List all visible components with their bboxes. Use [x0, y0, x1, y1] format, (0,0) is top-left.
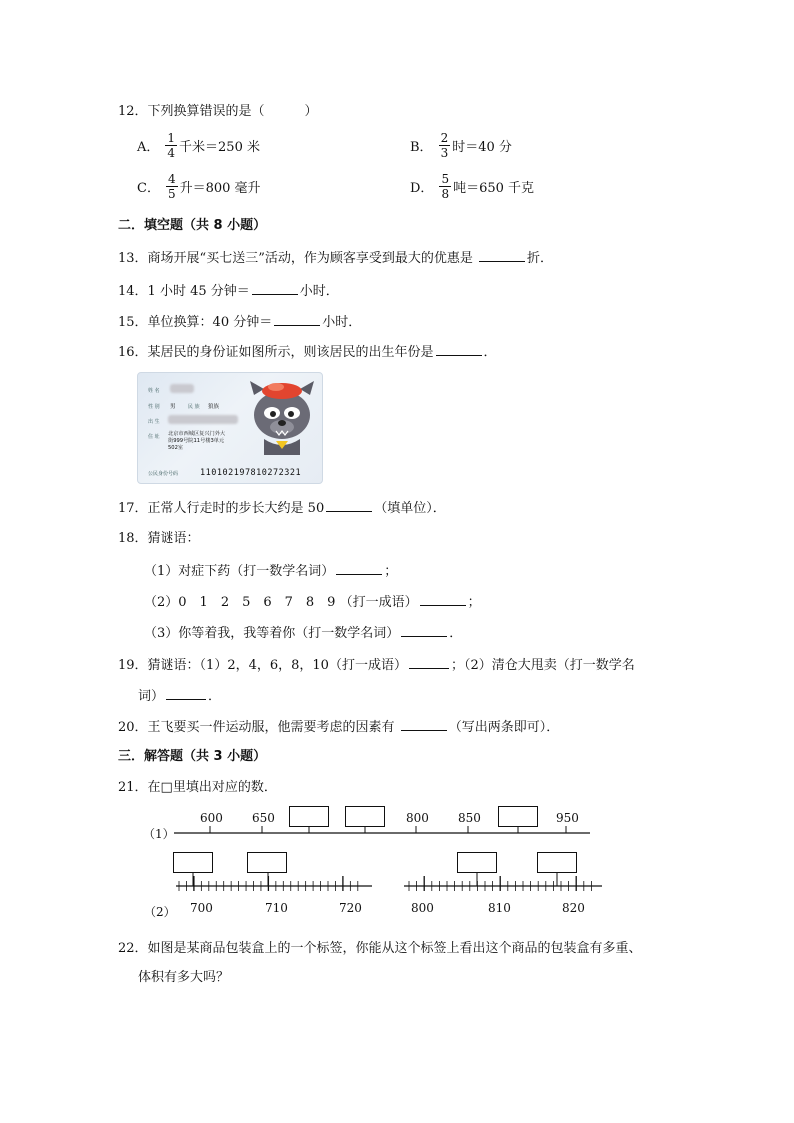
q21-stem: 21．在□里填出对应的数． — [118, 780, 277, 795]
answer-blank — [336, 560, 382, 575]
answer-blank — [479, 247, 525, 262]
wolf-cartoon-icon — [246, 377, 318, 455]
id-nation-key: 民 族 — [188, 404, 200, 410]
answer-blank — [420, 591, 466, 606]
row1-tick-800: 800 — [406, 811, 429, 825]
answer-box[interactable] — [498, 806, 538, 827]
row1-tick-600: 600 — [200, 811, 223, 825]
answer-blank — [274, 311, 320, 326]
section-3-heading: 三．解答题（共 3 小题） — [118, 749, 267, 764]
q12-option-c: C． $\frac{4}{5}$ 升＝800 毫升 — [137, 172, 261, 201]
row2-tick-810: 810 — [488, 901, 511, 915]
row2-tick-710: 710 — [265, 901, 288, 915]
section-2-heading: 二．填空题（共 8 小题） — [118, 218, 267, 233]
q19-line-2: 词） ． — [138, 685, 221, 707]
row1-tick-650: 650 — [252, 811, 275, 825]
answer-box[interactable] — [345, 806, 385, 827]
answer-blank — [252, 280, 298, 295]
id-addr-value: 北京市西城区复兴门外大 街999号院11号楼3单元 502室 — [168, 431, 226, 451]
q12-stem: 12．下列换算错误的是（ ） — [118, 104, 318, 119]
answer-blank — [401, 716, 447, 731]
q22-line-1: 22．如图是某商品包装盒上的一个标签，你能从这个标签上看出这个商品的包装盒有多重、 — [118, 941, 642, 956]
q15: 15．单位换算：40 分钟＝ 小时． — [118, 311, 361, 333]
q18-item-1: （1）对症下药（打一数学名词） ； — [144, 560, 397, 582]
q20: 20．王飞要买一件运动服，他需要考虑的因素有 （写出两条即可）． — [118, 716, 559, 738]
row2-tick-820: 820 — [562, 901, 585, 915]
q17: 17．正常人行走时的步长大约是 50 （填单位）． — [118, 497, 446, 519]
id-sex-value: 男 — [170, 404, 176, 410]
q12-option-b: B． $\frac{2}{3}$ 时＝40 分 — [410, 131, 512, 160]
row2-tick-800: 800 — [411, 901, 434, 915]
id-birth-key: 出 生 — [148, 419, 160, 425]
id-card-image — [137, 372, 323, 484]
q18-item-3: （3）你等着我，我等着你（打一数学名词） ． — [144, 622, 462, 644]
row2-label: （2） — [144, 905, 176, 919]
row2-tick-720: 720 — [339, 901, 362, 915]
q12-option-d: D． $\frac{5}{8}$ 吨＝650 千克 — [410, 172, 535, 201]
answer-blank — [436, 341, 482, 356]
q16: 16．某居民的身份证如图所示，则该居民的出生年份是 ． — [118, 341, 497, 363]
id-addr-key: 住 址 — [148, 434, 160, 440]
answer-blank — [409, 654, 449, 669]
id-name-key: 姓 名 — [148, 388, 160, 394]
q12-option-a: A． $\frac{1}{4}$ 千米＝250 米 — [137, 131, 260, 160]
row1-label: （1） — [143, 827, 175, 841]
q19-line-1: 19．猜谜语：（1）2，4，6，8，10（打一成语） ；（2）清仓大甩卖（打一数学名 — [118, 654, 635, 676]
q13: 13．商场开展“买七送三”活动，作为顾客享受到最大的优惠是 折． — [118, 247, 553, 269]
row1-tick-850: 850 — [458, 811, 481, 825]
number-line-2 — [0, 860, 794, 905]
row2-tick-700: 700 — [190, 901, 213, 915]
id-number-value: 110102197810272321 — [200, 468, 302, 478]
number-line-1 — [0, 800, 794, 850]
answer-box[interactable] — [289, 806, 329, 827]
answer-blank — [326, 497, 372, 512]
answer-blank — [166, 685, 206, 700]
q22-line-2: 体积有多大吗？ — [138, 970, 230, 985]
row1-tick-950: 950 — [556, 811, 579, 825]
id-nation-value: 狼族 — [208, 404, 220, 410]
q18-stem: 18．猜谜语： — [118, 531, 200, 546]
id-sex-key: 性 别 — [148, 404, 160, 410]
id-number-key: 公民身份号码 — [148, 471, 179, 477]
q18-item-2: （2）0 1 2 5 6 7 8 9 （打一成语） ； — [144, 591, 481, 613]
answer-blank — [401, 622, 447, 637]
q14: 14．1 小时 45 分钟＝ 小时． — [118, 280, 339, 302]
